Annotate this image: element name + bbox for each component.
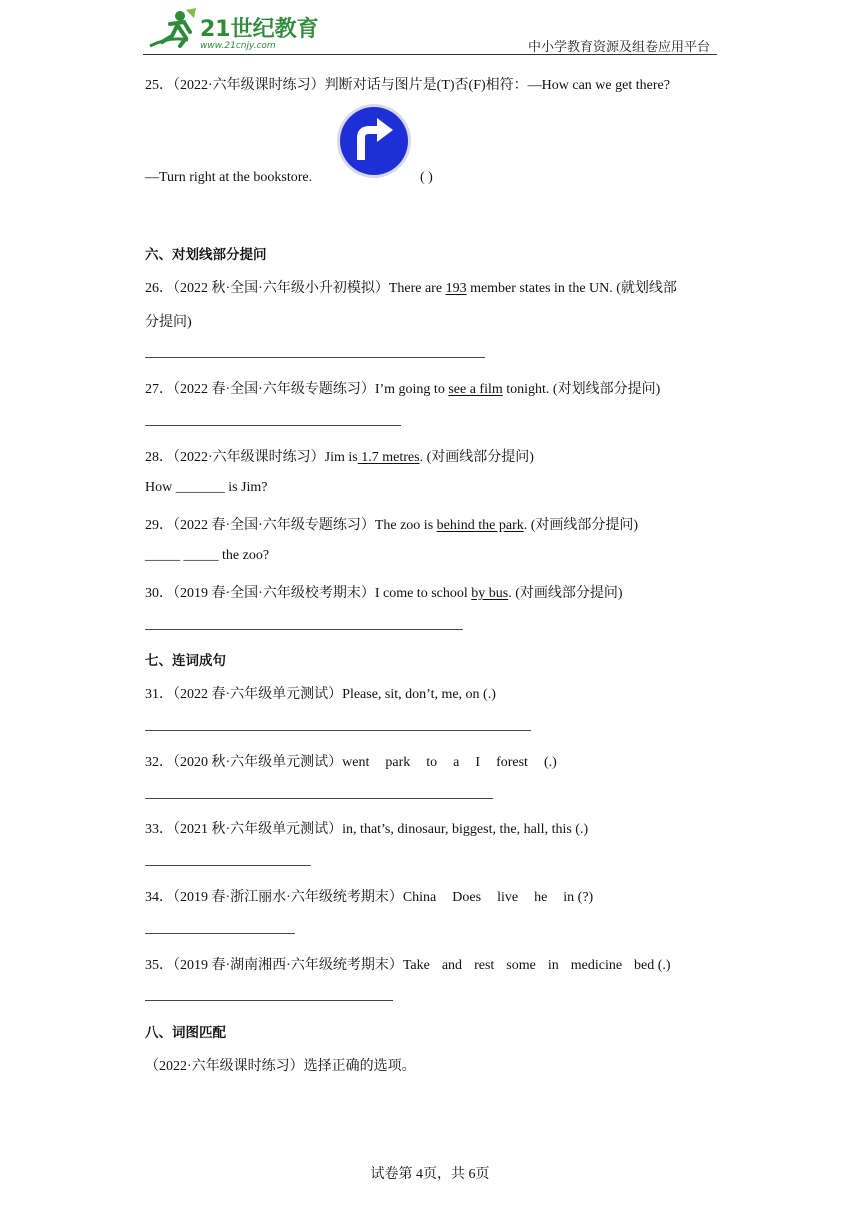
answer-line-33[interactable]	[145, 865, 311, 866]
answer-line-32[interactable]	[145, 798, 493, 799]
question-35: 35．（2019 春·湖南湘西·六年级统考期末）Take and rest some in medicine bed (.)	[145, 958, 671, 973]
question-25-line2: —Turn right at the bookstore.	[145, 170, 313, 185]
question-30: 30．（2019 春·全国·六年级校考期末）I come to school by bus. (对画线部分提问)	[145, 586, 623, 601]
turn-right-sign-image	[335, 102, 413, 180]
answer-line-34[interactable]	[145, 933, 295, 934]
question-28-line2[interactable]: How _______ is Jim?	[145, 480, 268, 495]
section-8-heading: 八、词图匹配	[145, 1025, 226, 1041]
underlined-part-30: by bus	[471, 586, 509, 601]
turn-right-arrow-icon	[335, 102, 413, 180]
question-25-line1: 25．（2022·六年级课时练习）判断对话与图片是(T)否(F)相符：—How can we get there?	[145, 78, 670, 93]
site-logo	[140, 6, 320, 52]
question-26: 26．（2022 秋·全国·六年级小升初模拟）There are 193 member states in the UN. (就划线部	[145, 281, 677, 296]
question-31: 31．（2022 春·六年级单元测试）Please, sit, don’t, me, on (.)	[145, 687, 496, 702]
question-28: 28．（2022·六年级课时练习）Jim is 1.7 metres. (对画线部分提问)	[145, 450, 534, 465]
page-footer: 试卷第 4页，共 6页	[370, 1167, 490, 1182]
question-29-line2[interactable]: _____ _____ the zoo?	[145, 548, 270, 563]
question-26-line2: 分提问)	[145, 315, 192, 330]
answer-line-27[interactable]	[145, 425, 401, 426]
underlined-part-29: behind the park	[436, 518, 524, 533]
underlined-part-26: 193	[445, 281, 467, 296]
platform-name: 中小学教育资源及组卷应用平台	[527, 40, 710, 55]
section-6-heading: 六、对划线部分提问	[145, 247, 267, 263]
underlined-part-28: 1.7 metres	[357, 450, 420, 465]
answer-line-26[interactable]	[145, 357, 485, 358]
question-34: 34．（2019 春·浙江丽水·六年级统考期末）China Does live he in (?)	[145, 890, 594, 905]
logo-text: 21世纪教育	[200, 17, 319, 42]
question-36-intro: （2022·六年级课时练习）选择正确的选项。	[145, 1059, 416, 1074]
question-27: 27．（2022 春·全国·六年级专题练习）I’m going to see a film tonight. (对划线部分提问)	[145, 382, 661, 397]
question-33: 33．（2021 秋·六年级单元测试）in, that’s, dinosaur, biggest, the, hall, this (.)	[145, 822, 589, 837]
logo-url-text: www.21cnjy.com	[200, 41, 276, 51]
question-32: 32．（2020 秋·六年级单元测试）went park to a I forest (.)	[145, 755, 557, 770]
question-29: 29．（2022 春·全国·六年级专题练习）The zoo is behind the park. (对画线部分提问)	[145, 518, 639, 533]
header-divider	[143, 54, 717, 55]
answer-line-35[interactable]	[145, 1000, 393, 1001]
answer-line-30[interactable]	[145, 629, 463, 630]
section-7-heading: 七、连词成句	[145, 653, 226, 669]
answer-line-31[interactable]	[145, 730, 531, 731]
answer-paren-25[interactable]: ( )	[420, 170, 433, 185]
runner-logo-icon	[140, 6, 320, 52]
underlined-part-27: see a film	[448, 382, 503, 397]
